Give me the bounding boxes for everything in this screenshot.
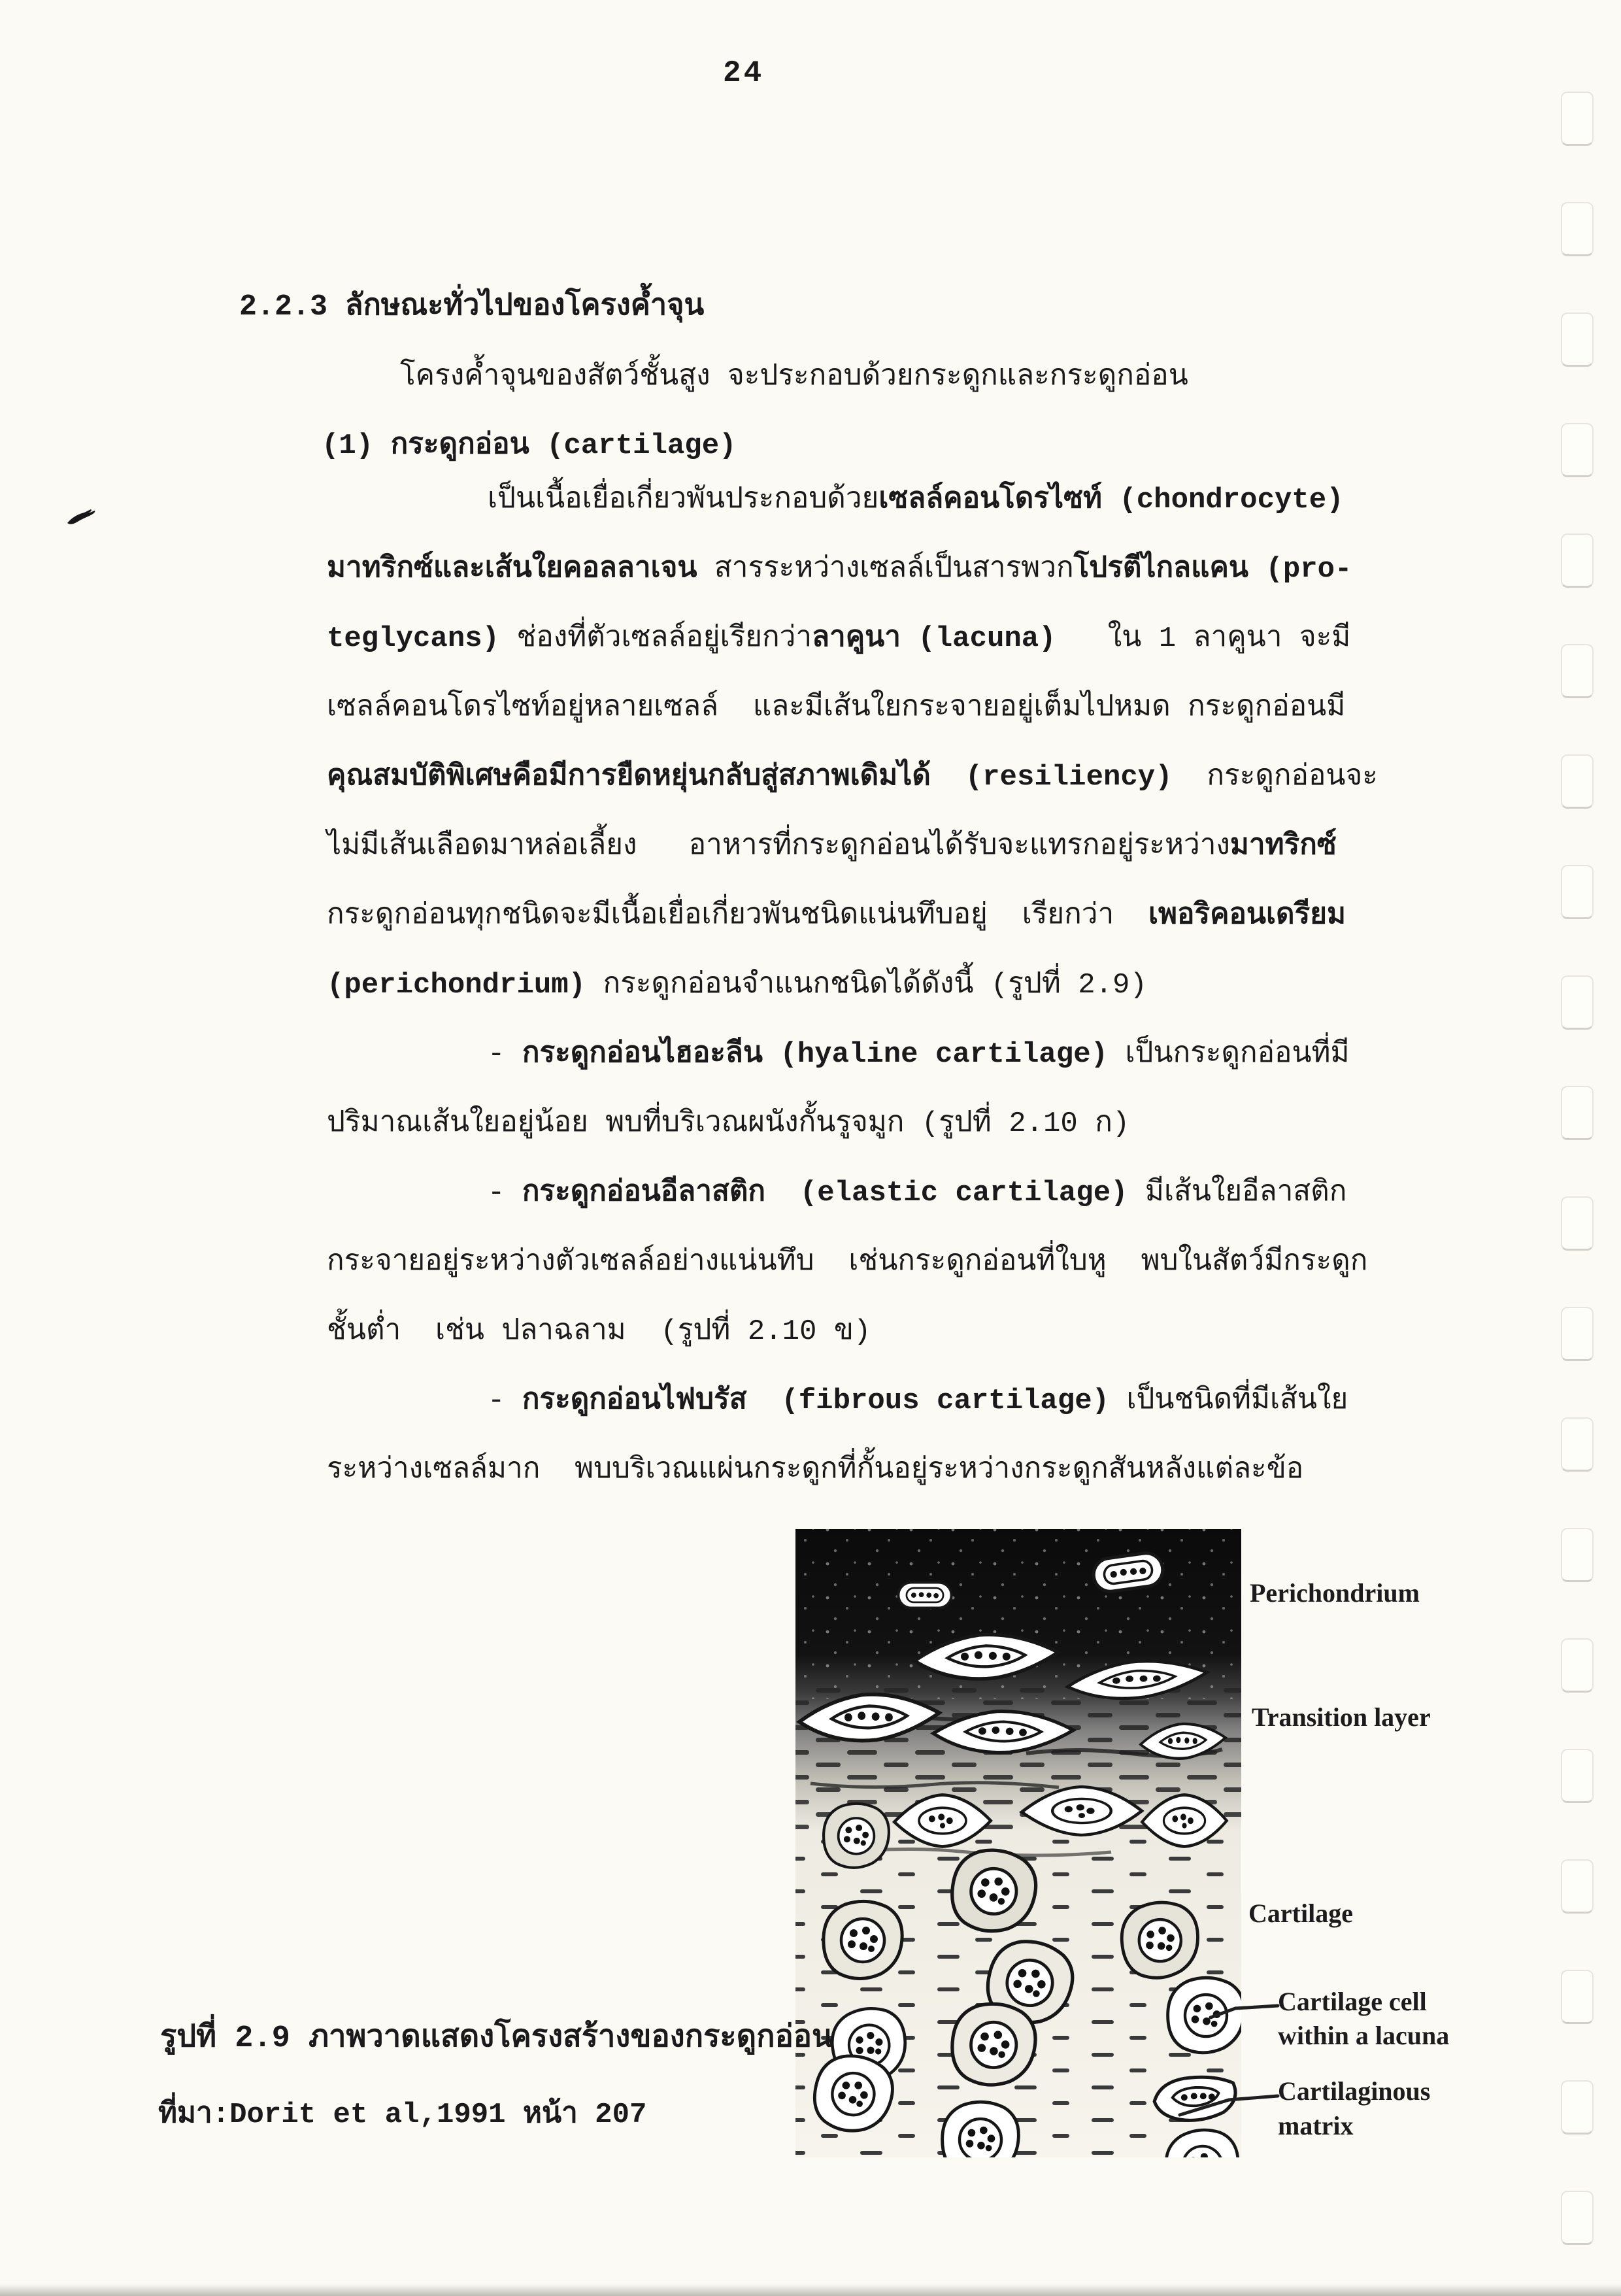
- body-paragraph: [327, 465, 1378, 1505]
- scan-edge-shadow: [0, 2284, 1621, 2296]
- binding-hole: [1561, 865, 1594, 919]
- body-line: มาทริกซ์และเส้นใยคอลลาเจน สารระหว่างเซลล์เป็นสารพวกโปรตีไกลแคน (pro-: [327, 553, 1352, 586]
- body-line: teglycans) ช่องที่ตัวเซลล์อยู่เรียกว่าลาคูนา (lacuna) ใน 1 ลาคูนา จะมี: [327, 622, 1351, 655]
- binding-hole: [1561, 423, 1594, 477]
- binding-hole: [1561, 2191, 1594, 2245]
- label-perichondrium: Perichondrium: [1250, 1578, 1420, 1608]
- body-line: ชั้นต่ำ เช่น ปลาฉลาม (รูปที่ 2.10 ข): [327, 1315, 871, 1348]
- binding-hole: [1561, 1307, 1594, 1361]
- body-line: ระหว่างเซลล์มาก พบบริเวณแผ่นกระดูกที่กั้นอยู่ระหว่างกระดูกสันหลังแต่ละข้อ: [327, 1454, 1304, 1487]
- body-line: เป็นเนื้อเยื่อเกี่ยวพันประกอบด้วยเซลล์คอนโดรไซท์ (chondrocyte): [488, 484, 1344, 516]
- body-line: กระดูกอ่อนทุกชนิดจะมีเนื้อเยื่อเกี่ยวพันชนิดแน่นทึบอยู่ เรียกว่า เพอริคอนเดรียม: [327, 900, 1346, 932]
- figure-source: ที่มา:Dorit et al,1991 หน้า 207: [158, 2099, 647, 2131]
- label-transition-layer: Transition layer: [1252, 1702, 1431, 1732]
- cartilage-drawing: [795, 1529, 1244, 2184]
- body-line: ปริมาณเส้นใยอยู่น้อย พบที่บริเวณผนังกั้นรูจมูก (รูปที่ 2.10 ก): [327, 1107, 1130, 1140]
- lead-sentence: โครงค้ำจุนของสัตว์ชั้นสูง จะประกอบด้วยกระดูกและกระดูกอ่อน: [400, 361, 1188, 394]
- binding-hole: [1561, 754, 1594, 809]
- body-line: คุณสมบัติพิเศษคือมีการยืดหยุ่นกลับสู่สภาพเดิมได้ (resiliency) กระดูกอ่อนจะ: [327, 761, 1378, 794]
- binding-hole: [1561, 92, 1594, 146]
- binding-hole: [1561, 975, 1594, 1030]
- binding-hole: [1561, 1086, 1594, 1140]
- label-cartilage: Cartilage: [1248, 1899, 1353, 1928]
- body-line: กระจายอยู่ระหว่างตัวเซลล์อย่างแน่นทึบ เช่นกระดูกอ่อนที่ใบหู พบในสัตว์มีกระดูก: [327, 1246, 1368, 1279]
- body-line: - กระดูกอ่อนไฟบรัส (fibrous cartilage) เป็นชนิดที่มีเส้นใย: [488, 1385, 1348, 1417]
- section-heading: 2.2.3 ลักษณะทั่วไปของโครงค้ำจุน: [239, 290, 705, 324]
- label-cartilage-cell-line1: Cartilage cell: [1278, 1987, 1427, 2016]
- body-line: เซลล์คอนโดรไซท์อยู่หลายเซลล์ และมีเส้นใยกระจายอยู่เต็มไปหมด กระดูกอ่อนมี: [327, 692, 1346, 724]
- binding-hole: [1561, 1528, 1594, 1582]
- label-cartilage-cell-line2: within a lacuna: [1278, 2021, 1450, 2050]
- body-line: - กระดูกอ่อนไฮอะลีน (hyaline cartilage) เป็นกระดูกอ่อนที่มี: [488, 1038, 1350, 1071]
- binding-hole: [1561, 1970, 1594, 2024]
- figure-caption: รูปที่ 2.9 ภาพวาดแสดงโครงสร้างของกระดูกอ่อน: [160, 2021, 833, 2056]
- binding-hole: [1561, 1859, 1594, 1914]
- page-number: 24: [723, 56, 765, 90]
- binding-hole: [1561, 533, 1594, 588]
- binding-hole: [1561, 202, 1594, 256]
- label-cartilaginous-matrix-line1: Cartilaginous: [1278, 2076, 1431, 2106]
- binding-hole: [1561, 2080, 1594, 2135]
- body-line: (perichondrium) กระดูกอ่อนจำแนกชนิดได้ดังนี้ (รูปที่ 2.9): [327, 969, 1147, 1002]
- cartilage-figure: [778, 1523, 1497, 2184]
- label-cartilaginous-matrix-line2: matrix: [1278, 2111, 1354, 2140]
- binding-hole: [1561, 1749, 1594, 1803]
- body-line: ไม่มีเส้นเลือดมาหล่อเลี้ยง อาหารที่กระดูกอ่อนได้รับจะแทรกอยู่ระหว่างมาทริกซ์: [327, 830, 1337, 863]
- binding-hole: [1561, 644, 1594, 698]
- binding-hole: [1561, 1196, 1594, 1251]
- item-heading: (1) กระดูกอ่อน (cartilage): [322, 430, 737, 462]
- binding-hole: [1561, 1638, 1594, 1693]
- binding-hole: [1561, 312, 1594, 367]
- binding-hole: [1561, 1417, 1594, 1472]
- body-line: - กระดูกอ่อนอีลาสติก (elastic cartilage) มีเส้นใยอีลาสติก: [488, 1177, 1347, 1209]
- ink-mark: [62, 505, 101, 531]
